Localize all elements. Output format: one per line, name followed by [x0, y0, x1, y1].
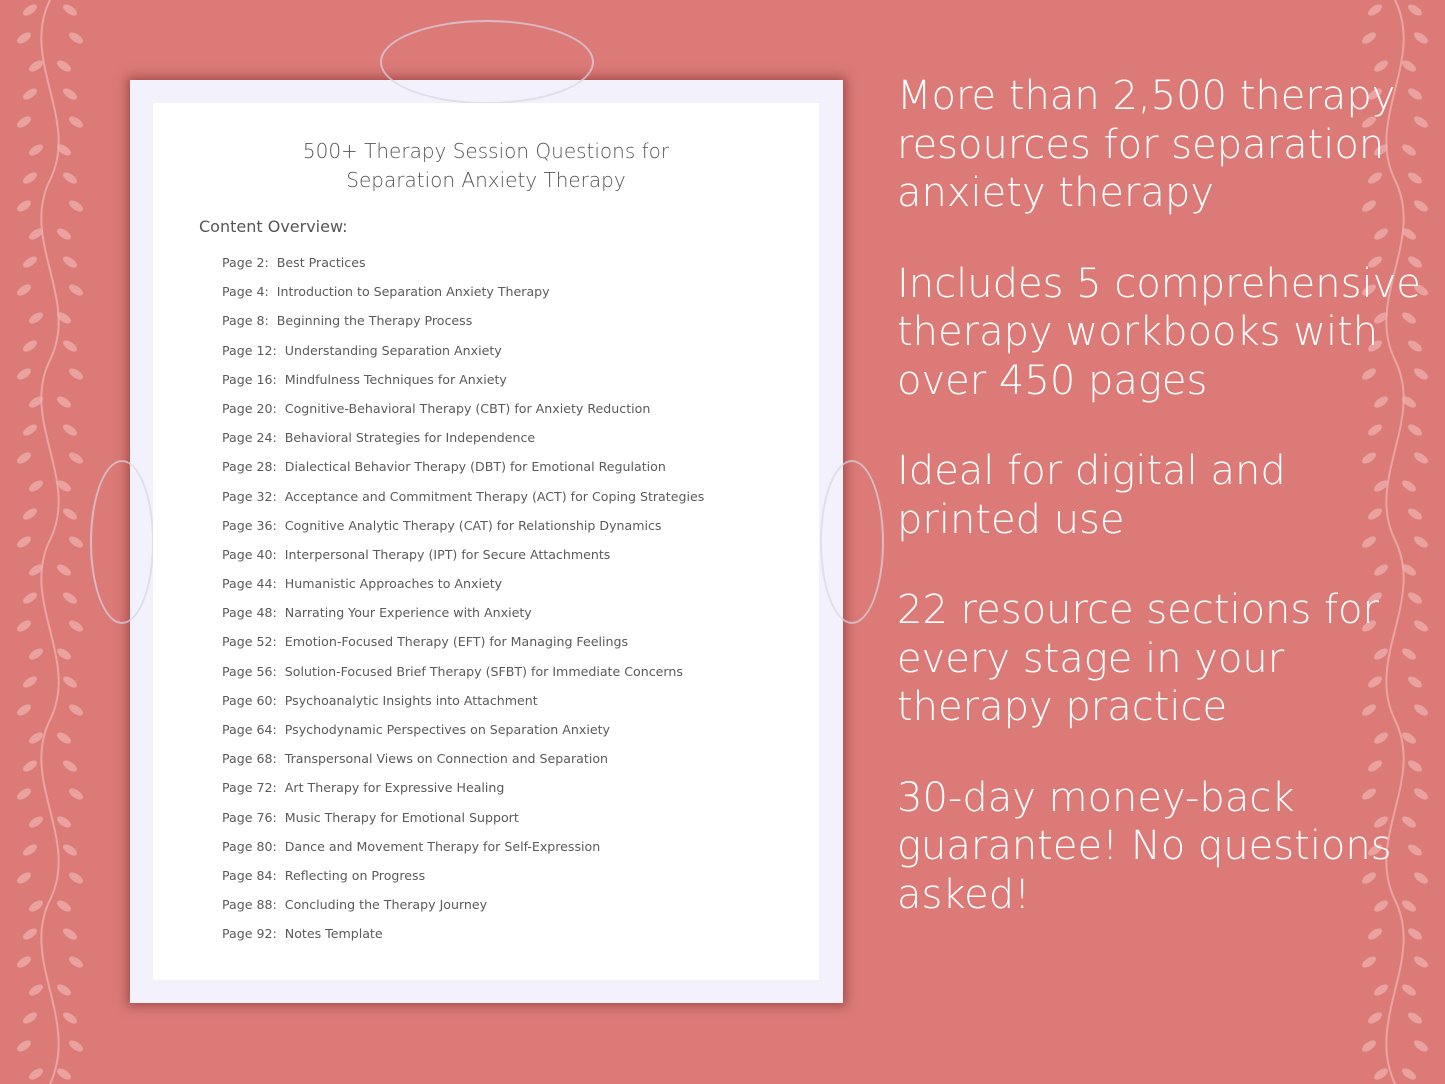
title-line-1: 500+ Therapy Session Questions for — [302, 139, 670, 163]
toc-item — [222, 926, 704, 955]
toc-page-number: Page 52: — [222, 634, 277, 650]
leaf-shape — [61, 926, 79, 942]
mandala-decoration — [820, 460, 884, 624]
toc-page-number: Page 8: — [222, 313, 269, 329]
toc-title: Behavioral Strategies for Independence — [284, 430, 536, 446]
toc-item — [222, 372, 704, 401]
toc-title: Dance and Movement Therapy for Self-Expression — [284, 838, 601, 854]
leaf-shape — [67, 786, 85, 802]
toc-title: Reflecting on Progress — [284, 867, 426, 883]
toc-page-number: Page 28: — [222, 459, 277, 475]
leaf-shape — [1412, 30, 1430, 46]
leaf-shape — [15, 198, 33, 214]
leaf-shape — [61, 254, 79, 270]
leaf-shape — [61, 842, 79, 858]
toc-item — [222, 576, 704, 605]
leaf-shape — [61, 170, 79, 186]
leaf-shape — [1366, 2, 1384, 18]
leaf-shape — [67, 282, 85, 298]
leaf-shape — [21, 338, 39, 354]
toc-page-number: Page 84: — [222, 867, 277, 883]
toc-item — [222, 284, 704, 313]
leaf-shape — [27, 814, 45, 830]
toc-item — [222, 722, 704, 751]
leaf-shape — [1360, 1038, 1378, 1054]
toc-title: Understanding Separation Anxiety — [284, 342, 502, 358]
toc-title: Best Practices — [276, 255, 366, 270]
leaf-shape — [61, 506, 79, 522]
leaf-shape — [67, 534, 85, 550]
leaf-shape — [1366, 1010, 1384, 1026]
leaf-shape — [1372, 1066, 1390, 1082]
toc-page-number: Page 24: — [222, 430, 277, 446]
mandala-decoration — [90, 460, 154, 624]
leaf-shape — [1406, 1010, 1424, 1026]
leaf-shape — [27, 982, 45, 998]
toc-item — [222, 751, 704, 780]
toc-page-number: Page 64: — [222, 722, 277, 737]
toc-page-number: Page 60: — [222, 692, 277, 708]
leaf-shape — [21, 674, 39, 690]
leaf-shape — [15, 786, 33, 802]
leaf-shape — [15, 954, 33, 970]
leaf-shape — [67, 870, 85, 886]
toc-page-number: Page 32: — [222, 488, 277, 504]
toc-page-number: Page 36: — [222, 517, 277, 533]
toc-title: Solution-Focused Brief Therapy (SFBT) for Immediate Concerns — [284, 663, 683, 679]
toc-title: Art Therapy for Expressive Healing — [284, 780, 505, 796]
toc-title: Narrating Your Experience with Anxiety — [284, 605, 532, 621]
toc-title: Notes Template — [284, 926, 383, 942]
leaf-shape — [67, 450, 85, 466]
toc-item — [222, 518, 704, 547]
leaf-shape — [27, 142, 45, 158]
leaf-shape — [21, 926, 39, 942]
toc-page-number: Page 72: — [222, 780, 277, 796]
toc-title: Beginning the Therapy Process — [276, 313, 473, 329]
toc-page-number: Page 2: — [222, 255, 269, 270]
toc-item — [222, 780, 704, 809]
toc-title: Cognitive Analytic Therapy (CAT) for Relationship Dynamics — [284, 517, 662, 533]
toc-item — [222, 664, 704, 693]
leaf-shape — [1360, 30, 1378, 46]
leaf-shape — [61, 674, 79, 690]
leaf-shape — [21, 842, 39, 858]
toc-title: Concluding the Therapy Journey — [284, 897, 488, 913]
leaf-shape — [1400, 982, 1418, 998]
toc-item — [222, 547, 704, 576]
leaf-shape — [27, 478, 45, 494]
toc-title: Introduction to Separation Anxiety Therapy — [276, 284, 550, 300]
leaf-shape — [1412, 1038, 1430, 1054]
leaf-shape — [55, 226, 73, 242]
leaf-shape — [55, 562, 73, 578]
page-content — [153, 103, 819, 980]
feature-item: 30-day money-back guarantee! No questions asked! — [897, 774, 1392, 918]
toc-item — [222, 897, 704, 926]
leaf-shape — [15, 1038, 33, 1054]
leaf-shape — [67, 114, 85, 130]
toc-page-number: Page 92: — [222, 926, 277, 942]
leaf-shape — [15, 114, 33, 130]
toc-item — [222, 868, 704, 897]
leaf-shape — [55, 394, 73, 410]
leaf-shape — [27, 898, 45, 914]
leaf-shape — [1372, 982, 1390, 998]
leaf-shape — [27, 1066, 45, 1082]
toc-item — [222, 605, 704, 634]
leaf-shape — [15, 30, 33, 46]
toc-title: Psychodynamic Perspectives on Separation Anxiety — [284, 722, 610, 737]
leaf-shape — [21, 2, 39, 18]
feature-item: More than 2,500 therapy resources for separation anxiety therapy — [897, 73, 1396, 216]
leaf-shape — [55, 814, 73, 830]
toc-item — [222, 634, 704, 663]
leaf-shape — [21, 422, 39, 438]
leaf-shape — [61, 86, 79, 102]
leaf-shape — [67, 198, 85, 214]
leaf-shape — [15, 870, 33, 886]
toc-title: Interpersonal Therapy (IPT) for Secure Attachments — [284, 546, 611, 562]
toc-item — [222, 343, 704, 372]
toc-page-number: Page 20: — [222, 400, 277, 416]
leaf-shape — [21, 254, 39, 270]
toc-item — [222, 810, 704, 839]
leaf-shape — [15, 534, 33, 550]
leaf-shape — [21, 170, 39, 186]
leaf-shape — [27, 58, 45, 74]
toc-item — [222, 430, 704, 459]
toc-item — [222, 255, 704, 284]
leaf-shape — [55, 898, 73, 914]
feature-item: Includes 5 comprehensive therapy workbooks with over 450 pages — [897, 260, 1421, 404]
mandala-decoration — [380, 20, 594, 104]
toc-title: Humanistic Approaches to Anxiety — [284, 576, 503, 592]
feature-item: Ideal for digital and printed use — [897, 448, 1286, 543]
leaf-shape — [55, 58, 73, 74]
leaf-shape — [67, 954, 85, 970]
toc-page-number: Page 16: — [222, 371, 277, 387]
toc-title: Mindfulness Techniques for Anxiety — [284, 371, 507, 387]
content-overview-heading: Content Overview: — [199, 217, 348, 236]
toc-title: Cognitive-Behavioral Therapy (CBT) for Anxiety Reduction — [284, 400, 651, 416]
leaf-shape — [55, 646, 73, 662]
leaf-shape — [15, 702, 33, 718]
leaf-shape — [15, 282, 33, 298]
leaf-shape — [67, 30, 85, 46]
leaf-shape — [67, 1038, 85, 1054]
leaf-shape — [67, 366, 85, 382]
toc-item — [222, 313, 704, 342]
floral-vine-decoration-left — [0, 0, 100, 1084]
toc-title: Transpersonal Views on Connection and Separation — [284, 751, 609, 767]
toc-page-number: Page 88: — [222, 897, 277, 913]
leaf-shape — [21, 506, 39, 522]
feature-list — [897, 72, 1437, 961]
leaf-shape — [67, 618, 85, 634]
toc-page-number: Page 68: — [222, 751, 277, 767]
leaf-shape — [21, 590, 39, 606]
toc-title: Acceptance and Commitment Therapy (ACT) for Coping Strategies — [284, 488, 705, 504]
toc-page-number: Page 56: — [222, 663, 277, 679]
title-line-2: Separation Anxiety Therapy — [346, 168, 626, 192]
leaf-shape — [27, 646, 45, 662]
toc-title: Emotion-Focused Therapy (EFT) for Managing Feelings — [284, 634, 629, 650]
toc-item — [222, 693, 704, 722]
leaf-shape — [61, 590, 79, 606]
leaf-shape — [21, 86, 39, 102]
toc-page-number: Page 12: — [222, 342, 277, 358]
table-of-contents — [222, 255, 704, 956]
leaf-shape — [61, 1010, 79, 1026]
leaf-shape — [15, 366, 33, 382]
leaf-shape — [55, 730, 73, 746]
toc-item — [222, 401, 704, 430]
leaf-shape — [67, 702, 85, 718]
toc-page-number: Page 48: — [222, 605, 277, 621]
leaf-shape — [61, 2, 79, 18]
toc-item — [222, 489, 704, 518]
toc-title: Dialectical Behavior Therapy (DBT) for Emotional Regulation — [284, 459, 666, 475]
workbook-page-preview — [130, 80, 843, 1003]
leaf-shape — [61, 338, 79, 354]
toc-page-number: Page 44: — [222, 576, 277, 592]
leaf-shape — [1400, 1066, 1418, 1082]
leaf-shape — [21, 758, 39, 774]
leaf-shape — [55, 1066, 73, 1082]
toc-title: Psychoanalytic Insights into Attachment — [284, 692, 538, 708]
leaf-shape — [61, 422, 79, 438]
document-title — [153, 137, 819, 195]
toc-item — [222, 839, 704, 868]
leaf-shape — [21, 1010, 39, 1026]
toc-page-number: Page 40: — [222, 546, 277, 562]
leaf-shape — [15, 450, 33, 466]
toc-page-number: Page 76: — [222, 809, 277, 825]
toc-item — [222, 459, 704, 488]
feature-item: 22 resource sections for every stage in your therapy practice — [897, 587, 1379, 730]
toc-page-number: Page 80: — [222, 838, 277, 854]
leaf-shape — [55, 982, 73, 998]
toc-page-number: Page 4: — [222, 284, 269, 300]
toc-title: Music Therapy for Emotional Support — [284, 809, 519, 825]
leaf-shape — [1406, 2, 1424, 18]
leaf-shape — [27, 310, 45, 326]
leaf-shape — [15, 618, 33, 634]
leaf-shape — [61, 758, 79, 774]
